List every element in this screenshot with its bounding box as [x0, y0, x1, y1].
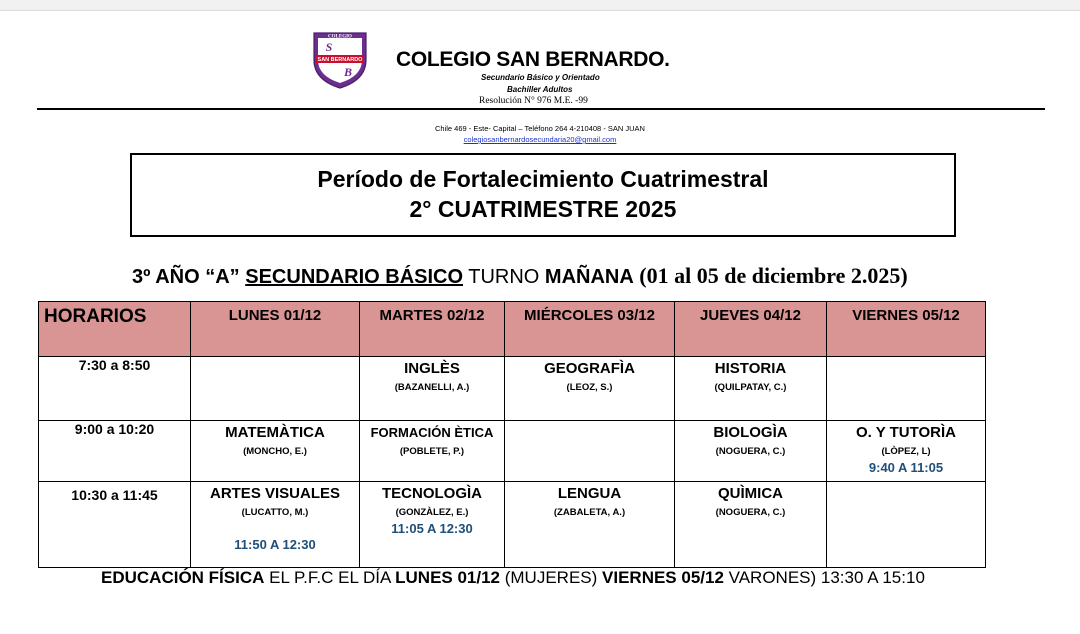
teacher-name: (MONCHO, E.) — [243, 446, 307, 457]
pe-text-2: (MUJERES) — [500, 568, 603, 587]
header-tuesday: MARTES 02/12 — [360, 302, 505, 357]
schedule-header-row — [39, 302, 986, 357]
subject-name: ARTES VISUALES — [209, 485, 341, 502]
schedule-table — [38, 301, 986, 568]
schedule-cell — [191, 421, 360, 482]
extra-time: 11:50 A 12:30 — [234, 537, 316, 552]
subject-name: BIOLOGÌA — [713, 424, 788, 441]
school-subtitle-adults: Bachiller Adultos — [507, 85, 573, 94]
extra-time: 11:05 A 12:30 — [391, 521, 473, 536]
header-monday: LUNES 01/12 — [191, 302, 360, 357]
teacher-name: (NOGUERA, C.) — [715, 507, 786, 518]
teacher-name: (QUILPATAY, C.) — [714, 382, 787, 393]
extra-time: 9:40 A 11:05 — [868, 460, 944, 475]
school-email-link[interactable]: colegiosanbernardosecundaria20@gmail.com — [463, 135, 617, 144]
title-box — [130, 153, 956, 237]
header-thursday: JUEVES 04/12 — [675, 302, 827, 357]
logo-initial-b: B — [343, 65, 353, 79]
course-heading — [132, 263, 908, 289]
physical-education-note — [101, 568, 925, 588]
pe-text-3: VARONES) 13:30 A 15:10 — [723, 568, 925, 587]
teacher-name: (POBLETE, P.) — [399, 446, 465, 457]
table-row — [39, 421, 986, 482]
subject-name: MATEMÀTICA — [225, 424, 325, 441]
time-slot: 9:00 a 10:20 — [39, 421, 191, 482]
letterhead-divider — [37, 108, 1045, 110]
table-row — [39, 357, 986, 421]
logo-band-text: SAN BERNARDO — [317, 57, 363, 63]
logo-initial-s: S — [325, 40, 333, 54]
time-slot: 7:30 a 8:50 — [39, 357, 191, 421]
top-bar — [0, 0, 1080, 11]
teacher-name: (ZABALETA, A.) — [553, 507, 626, 518]
teacher-name: (LUCATTO, M.) — [241, 507, 309, 518]
resolution-number: Resolución N° 976 M.E. -99 — [479, 96, 588, 106]
schedule-cell — [675, 482, 827, 568]
subject-name: O. Y TUTORÌA — [855, 424, 957, 441]
pe-friday: VIERNES 05/12 — [602, 568, 724, 587]
subject-name: HISTORIA — [714, 360, 787, 377]
subject-name: FORMACIÓN ÈTICA — [370, 425, 494, 440]
school-address: Chile 469 - Este- Capital – Teléfono 264 4-210408 - SAN JUAN — [435, 124, 645, 133]
title-period: Período de Fortalecimiento Cuatrimestral — [317, 166, 769, 192]
course-dates: (01 al 05 de diciembre 2.025) — [633, 263, 908, 288]
schedule-cell — [505, 421, 675, 482]
subject-name: GEOGRAFÌA — [544, 360, 635, 377]
schedule-cell — [505, 357, 675, 421]
subject-name: LENGUA — [557, 485, 622, 502]
header-friday: VIERNES 05/12 — [827, 302, 986, 357]
schedule-cell — [191, 482, 360, 568]
schedule-cell — [827, 482, 986, 568]
school-name: COLEGIO SAN BERNARDO. — [396, 48, 670, 71]
course-shift-label: TURNO — [463, 266, 545, 288]
subject-name: QUÌMICA — [718, 485, 783, 502]
schedule-cell — [360, 421, 505, 482]
schedule-cell — [675, 421, 827, 482]
subject-name: INGLÈS — [404, 360, 460, 377]
teacher-name: (NOGUERA, C.) — [715, 446, 786, 457]
schedule-cell — [675, 357, 827, 421]
school-subtitle-levels: Secundario Básico y Orientado — [481, 73, 600, 82]
course-year: 3º AÑO “A” — [132, 266, 246, 288]
pe-monday: LUNES 01/12 — [395, 568, 501, 587]
header-wednesday: MIÉRCOLES 03/12 — [505, 302, 675, 357]
pe-text-1: EL P.F.C EL DÍA — [264, 568, 396, 587]
title-term: 2° CUATRIMESTRE 2025 — [409, 196, 677, 222]
schedule-cell — [505, 482, 675, 568]
school-crest-icon — [311, 30, 369, 90]
teacher-name: (BAZANELLI, A.) — [394, 382, 470, 393]
course-level: SECUNDARIO BÁSICO — [245, 266, 464, 288]
pe-subject: EDUCACIÓN FÍSICA — [101, 568, 265, 587]
schedule-cell — [360, 482, 505, 568]
schedule-cell — [827, 421, 986, 482]
time-slot: 10:30 a 11:45 — [39, 482, 191, 568]
schedule-cell — [827, 357, 986, 421]
teacher-name: (LEOZ, S.) — [566, 382, 613, 393]
schedule-cell — [191, 357, 360, 421]
header-horarios: HORARIOS — [39, 302, 191, 357]
teacher-name: (LÒPEZ, L) — [881, 446, 931, 457]
teacher-name: (GONZÀLEZ, E.) — [395, 507, 469, 518]
subject-name: TECNOLOGÌA — [382, 485, 482, 502]
table-row — [39, 482, 986, 568]
course-shift: MAÑANA — [544, 266, 634, 288]
logo-top-text: COLEGIO — [328, 34, 352, 40]
schedule-cell — [360, 357, 505, 421]
